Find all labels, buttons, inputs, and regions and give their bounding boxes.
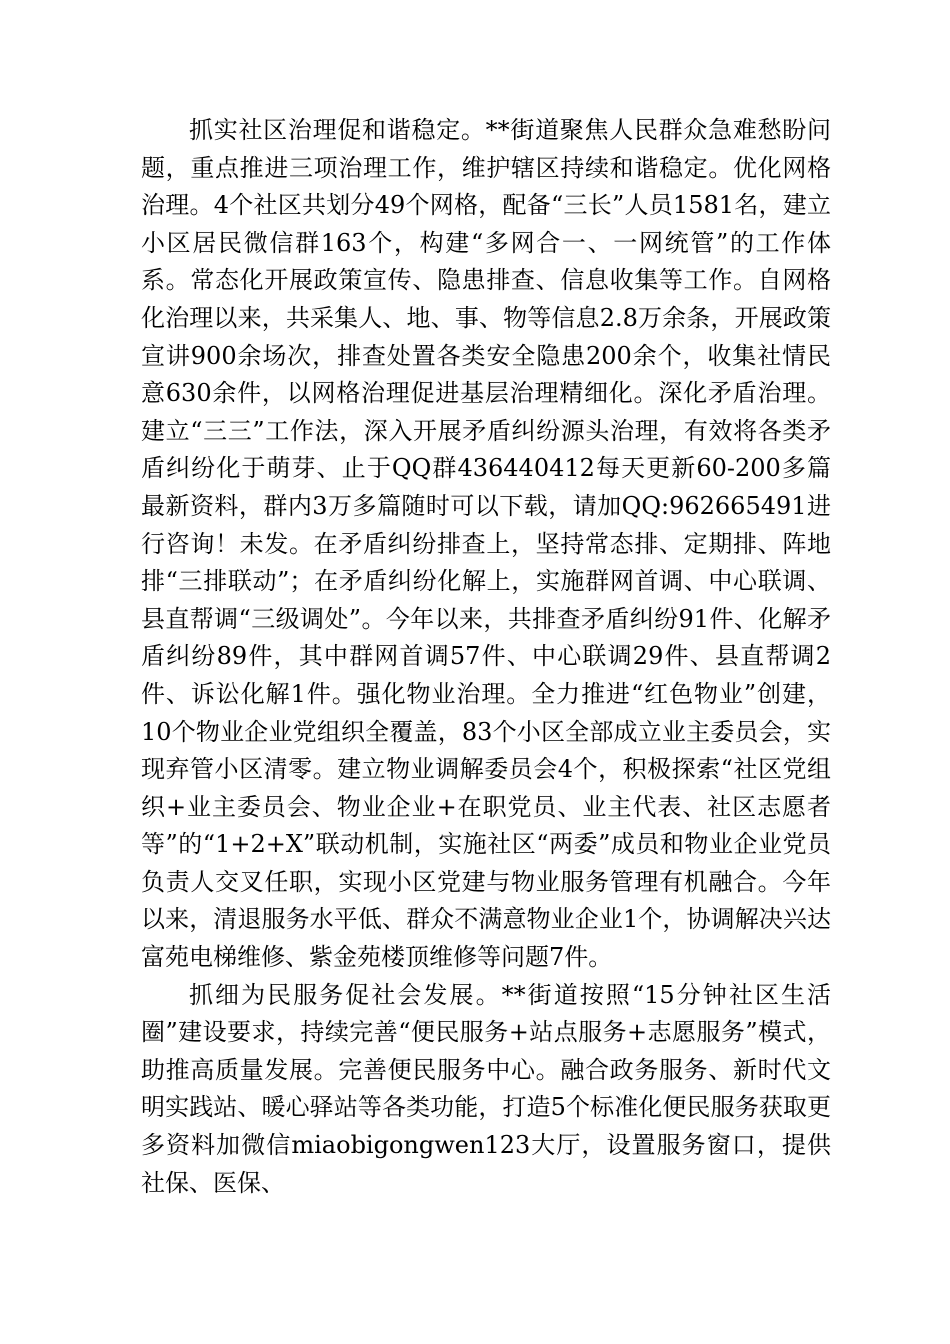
document-body: [141, 112, 831, 1202]
paragraph-public-service: 抓细为民服务促社会发展。**街道按照“15分钟社区生活圈”建设要求，持续完善“便民服务+站点服务+志愿服务”模式，助推高质量发展。完善便民服务中心。融合政务服务、新时代文明实践站、暖心驿站等各类功能，打造5个标准化便民服务获取更多资料加微信miaobigongwen123大厅，设置服务窗口，提供社保、医保、: [141, 980, 831, 1197]
paragraph-community-governance: 抓实社区治理促和谐稳定。**街道聚焦人民群众急难愁盼问题，重点推进三项治理工作，维护辖区持续和谐稳定。优化网格治理。4个社区共划分49个网格，配备“三长”人员1581名，建立小区居民微信群163个，构建“多网合一、一网统管”的工作体系。常态化开展政策宣传、隐患排查、信息收集等工作。自网格化治理以来，共采集人、地、事、物等信息2.8万余条，开展政策宣讲900余场次，排查处置各类安全隐患200余个，收集社情民意630余件，以网格治理促进基层治理精细化。深化矛盾治理。建立“三三”工作法，深入开展矛盾纠纷源头治理，有效将各类矛盾纠纷化于萌芽、止于QQ群436440412每天更新60-200多篇最新资料，群内3万多篇随时可以下载，请加QQ:962665491进行咨询！未发。在矛盾纠纷排查上，坚持常态排、定期排、阵地排“三排联动”；在矛盾纠纷化解上，实施群网首调、中心联调、县直帮调“三级调处”。今年以来，共排查矛盾纠纷91件、化解矛盾纠纷89件，其中群网首调57件、中心联调29件、县直帮调2件、诉讼化解1件。强化物业治理。全力推进“红色物业”创建，10个物业企业党组织全覆盖，83个小区全部成立业主委员会，实现弃管小区清零。建立物业调解委员会4个，积极探索“社区党组织+业主委员会、物业企业+在职党员、业主代表、社区志愿者等”的“1+2+X”联动机制，实施社区“两委”成员和物业企业党员负责人交叉任职，实现小区党建与物业服务管理有机融合。今年以来，清退服务水平低、群众不满意物业企业1个，协调解决兴达富苑电梯维修、紫金苑楼顶维修等问题7件。: [141, 116, 831, 972]
